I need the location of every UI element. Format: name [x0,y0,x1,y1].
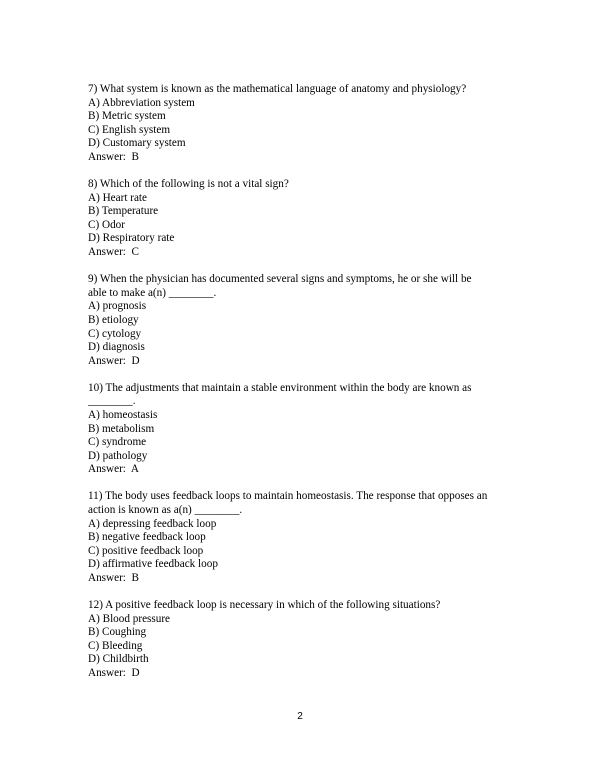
question-12 [88,599,518,681]
answer: Answer: B [88,572,139,584]
question-10 [88,382,518,477]
option-d: D) affirmative feedback loop [88,558,218,571]
question-11 [88,490,518,585]
option-b: B) negative feedback loop [88,531,206,544]
option-d: D) Customary system [88,137,186,150]
option-a: A) depressing feedback loop [88,517,217,530]
question-stem: 11) The body uses feedback loops to maintain homeostasis. The response that opposes an [88,490,488,503]
question-stem: 9) When the physician has documented several signs and symptoms, he or she will be [88,273,472,286]
option-c: C) English system [88,123,171,136]
question-9 [88,273,518,368]
page-number: 2 [297,711,303,722]
option-b: B) Coughing [88,626,147,639]
option-b: B) Metric system [88,110,166,123]
option-d: D) Childbirth [88,653,149,666]
option-d: D) pathology [88,449,148,462]
document-page [88,83,518,694]
option-c: C) Bleeding [88,639,143,652]
question-stem-continued: able to make a(n) ________. [88,286,217,299]
question-stem: 10) The adjustments that maintain a stable environment within the body are known as [88,381,472,394]
answer: Answer: D [88,354,140,367]
option-b: B) etiology [88,313,139,326]
answer: Answer: B [88,150,139,163]
option-a: A) homeostasis [88,408,158,421]
option-a: A) Blood pressure [88,612,171,625]
option-a: A) prognosis [88,300,147,313]
question-stem: 8) Which of the following is not a vital sign? [88,178,289,191]
question-stem: 12) A positive feedback loop is necessary in which of the following situations? [88,599,441,612]
option-b: B) Temperature [88,205,159,218]
option-c: C) positive feedback loop [88,544,204,557]
option-c: C) syndrome [88,436,147,449]
option-a: A) Heart rate [88,191,148,204]
question-7 [88,83,518,165]
question-8 [88,178,518,260]
option-a: A) Abbreviation system [88,96,195,109]
option-d: D) Respiratory rate [88,232,175,245]
option-b: B) metabolism [88,422,155,435]
answer: Answer: A [88,463,139,476]
question-stem: 7) What system is known as the mathematical language of anatomy and physiology? [88,83,467,95]
answer: Answer: D [88,667,140,680]
answer: Answer: C [88,246,139,259]
option-c: C) cytology [88,327,142,340]
question-stem-continued: action is known as a(n) ________. [88,504,243,517]
question-stem-continued: ________. [88,395,136,408]
option-d: D) diagnosis [88,341,145,354]
option-c: C) Odor [88,218,125,231]
